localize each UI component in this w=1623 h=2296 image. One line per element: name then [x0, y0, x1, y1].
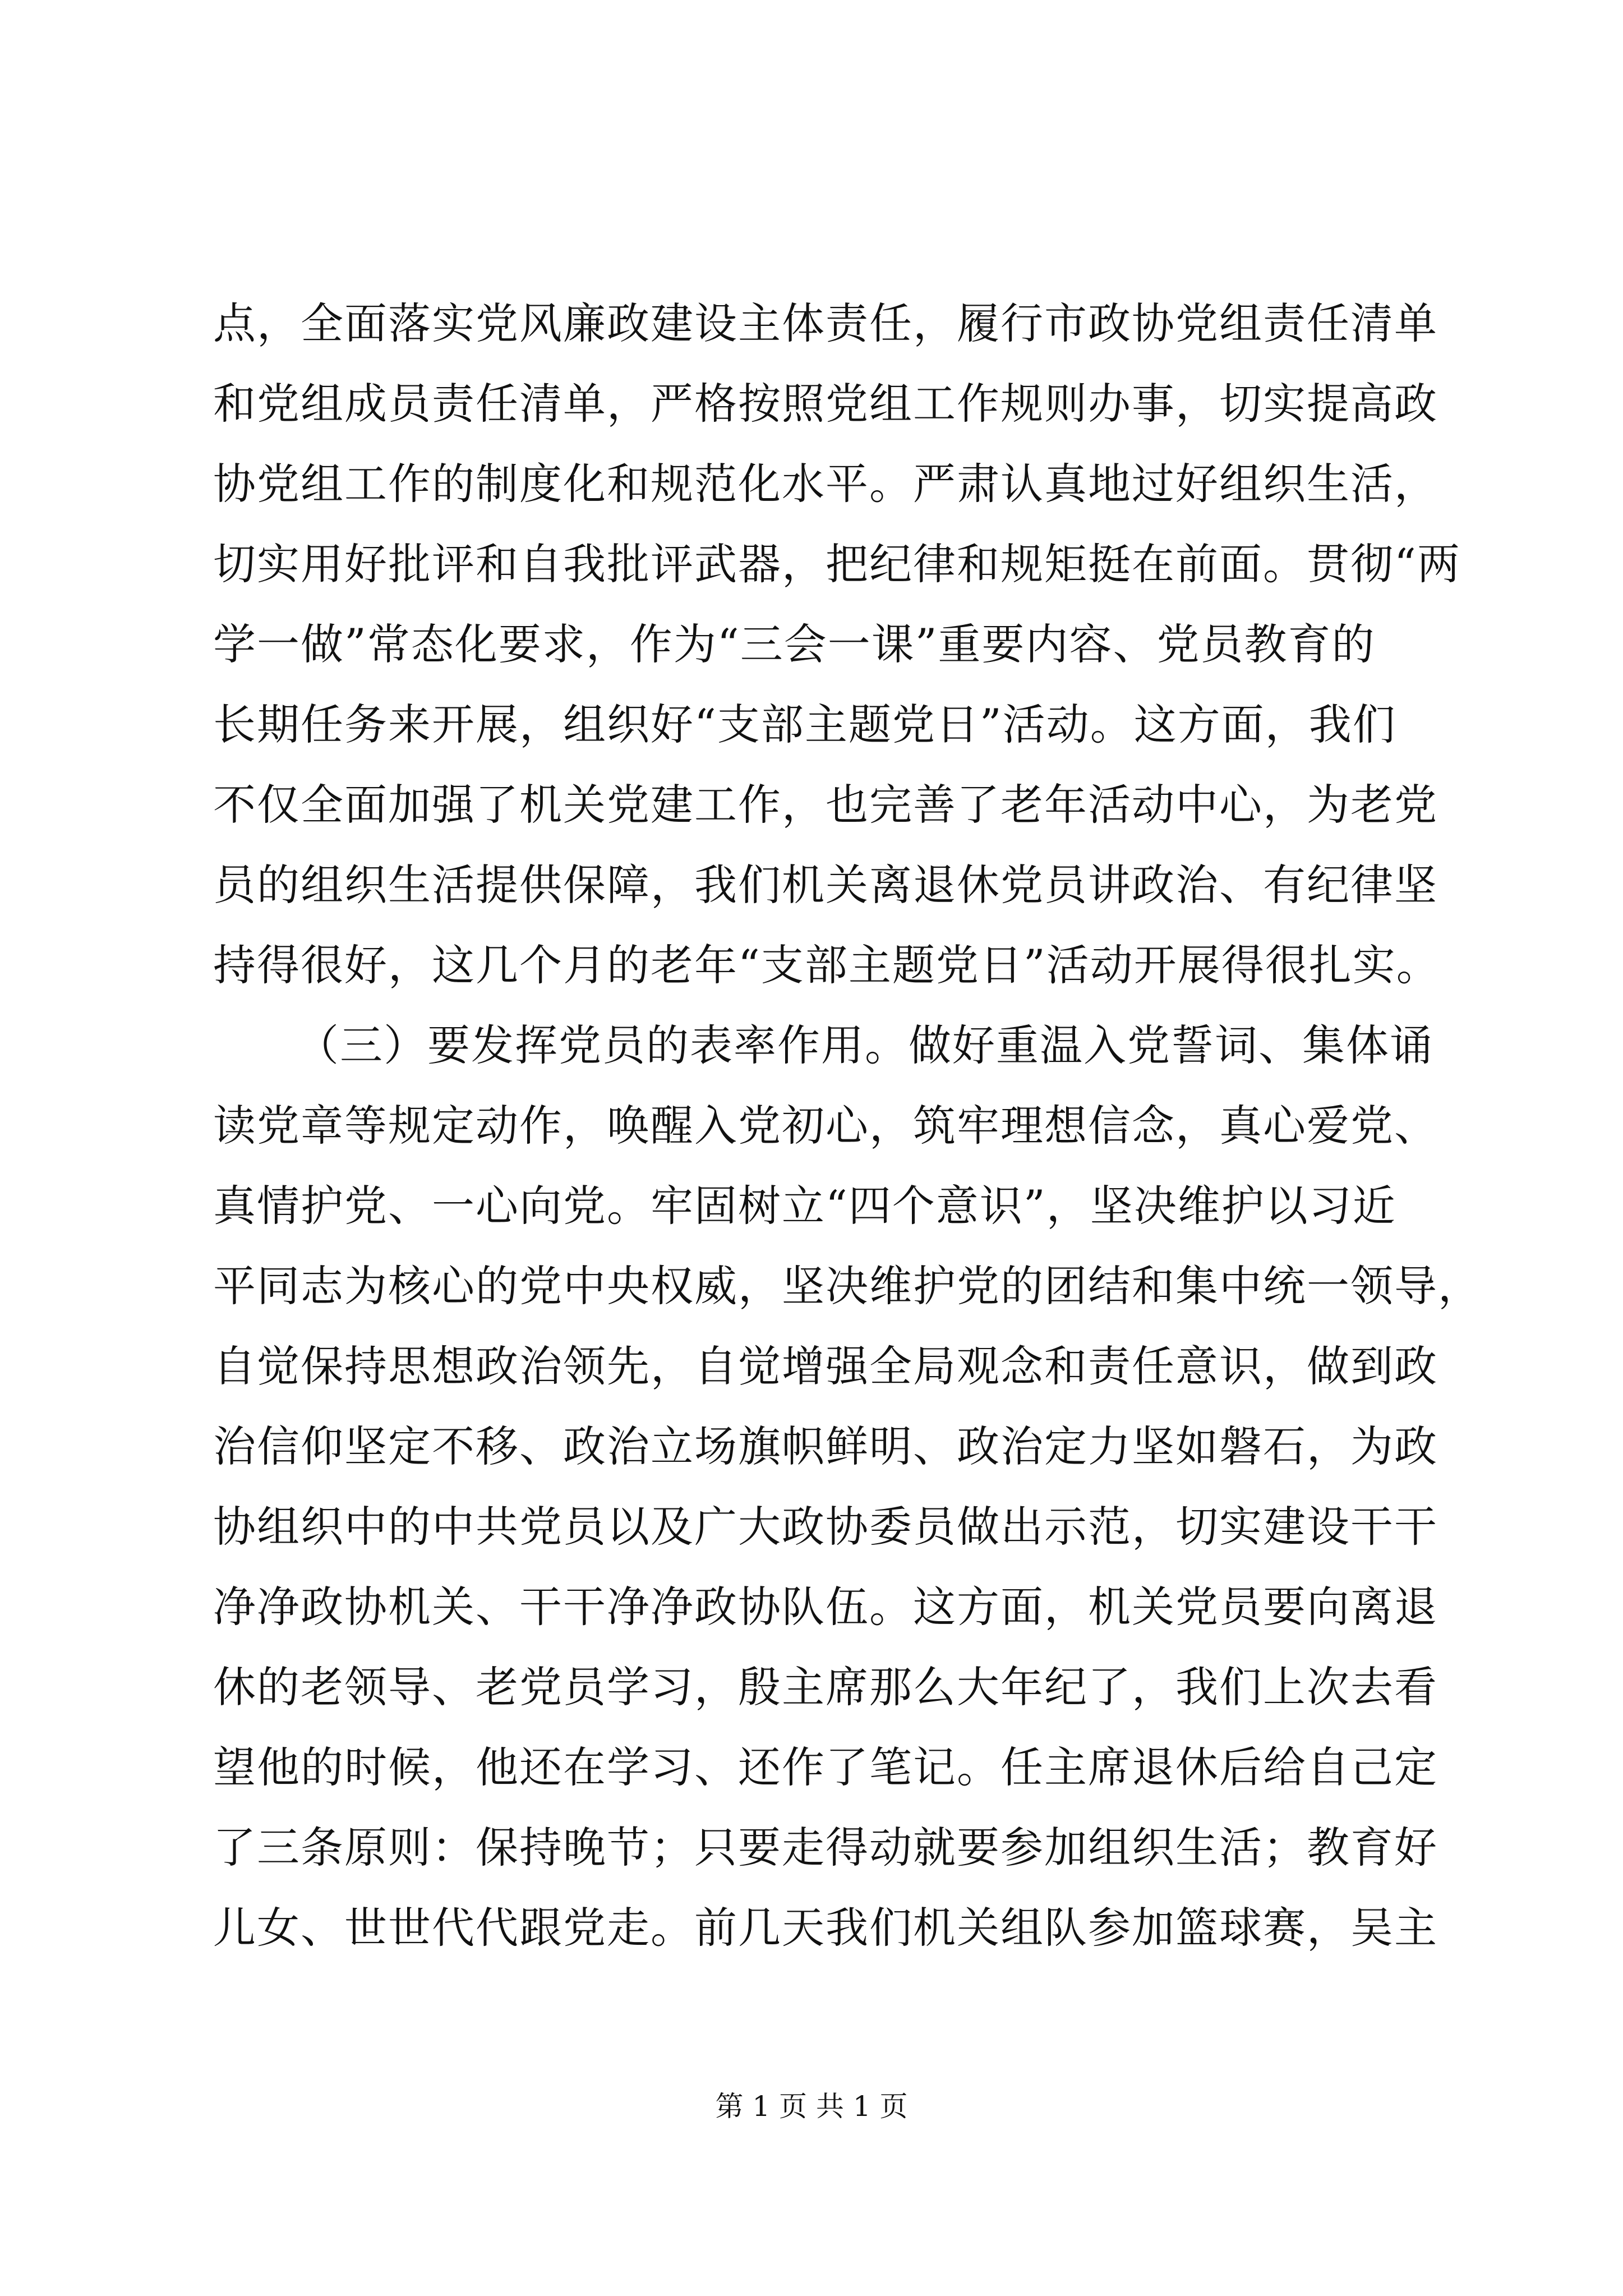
text-line: 点，全面落实党风廉政建设主体责任，履行市政协党组责任清单	[213, 298, 1438, 348]
text-line: 平同志为核心的党中央权威，坚决维护党的团结和集中统一领导，	[213, 1261, 1482, 1311]
page-footer: 第 1 页 共 1 页	[715, 2090, 908, 2123]
text-line: 员的组织生活提供保障，我们机关离退休党员讲政治、有纪律坚	[213, 860, 1438, 910]
text-line: 儿女、世世代代跟党走。前几天我们机关组队参加篮球赛，吴主	[213, 1903, 1438, 1953]
text-line: 不仅全面加强了机关党建工作，也完善了老年活动中心，为老党	[213, 780, 1438, 830]
text-line: 自觉保持思想政治领先，自觉增强全局观念和责任意识，做到政	[213, 1341, 1438, 1391]
paragraph-heading-line: （三）要发挥党员的表率作用。做好重温入党誓词、集体诵	[296, 1020, 1433, 1070]
text-line: 望他的时候，他还在学习、还作了笔记。任主席退休后给自己定	[213, 1742, 1438, 1792]
text-line: 真情护党、一心向党。牢固树立“四个意识”，坚决维护以习近	[213, 1181, 1396, 1231]
text-line: 持得很好，这几个月的老年“支部主题党日”活动开展得很扎实。	[213, 940, 1440, 990]
text-line: 和党组成员责任清单，严格按照党组工作规则办事，切实提高政	[213, 379, 1438, 429]
text-line: 学一做”常态化要求，作为“三会一课”重要内容、党员教育的	[213, 619, 1376, 669]
body-text	[213, 283, 1482, 1968]
text-line: 休的老领导、老党员学习，殷主席那么大年纪了，我们上次去看	[213, 1662, 1438, 1712]
text-line: 治信仰坚定不移、政治立场旗帜鲜明、政治定力坚如磐石，为政	[213, 1421, 1438, 1471]
text-line: 了三条原则：保持晚节；只要走得动就要参加组织生活；教育好	[213, 1823, 1438, 1872]
text-line: 读党章等规定动作，唤醒入党初心，筑牢理想信念，真心爱党、	[213, 1101, 1438, 1151]
text-line: 切实用好批评和自我批评武器，把纪律和规矩挺在前面。贯彻“两	[213, 539, 1461, 589]
text-line: 长期任务来开展，组织好“支部主题党日”活动。这方面，我们	[213, 700, 1396, 749]
text-line: 净净政协机关、干干净净政协队伍。这方面，机关党员要向离退	[213, 1582, 1438, 1632]
text-line: 协组织中的中共党员以及广大政协委员做出示范，切实建设干干	[213, 1502, 1438, 1552]
text-line: 协党组工作的制度化和规范化水平。严肃认真地过好组织生活，	[213, 459, 1438, 509]
